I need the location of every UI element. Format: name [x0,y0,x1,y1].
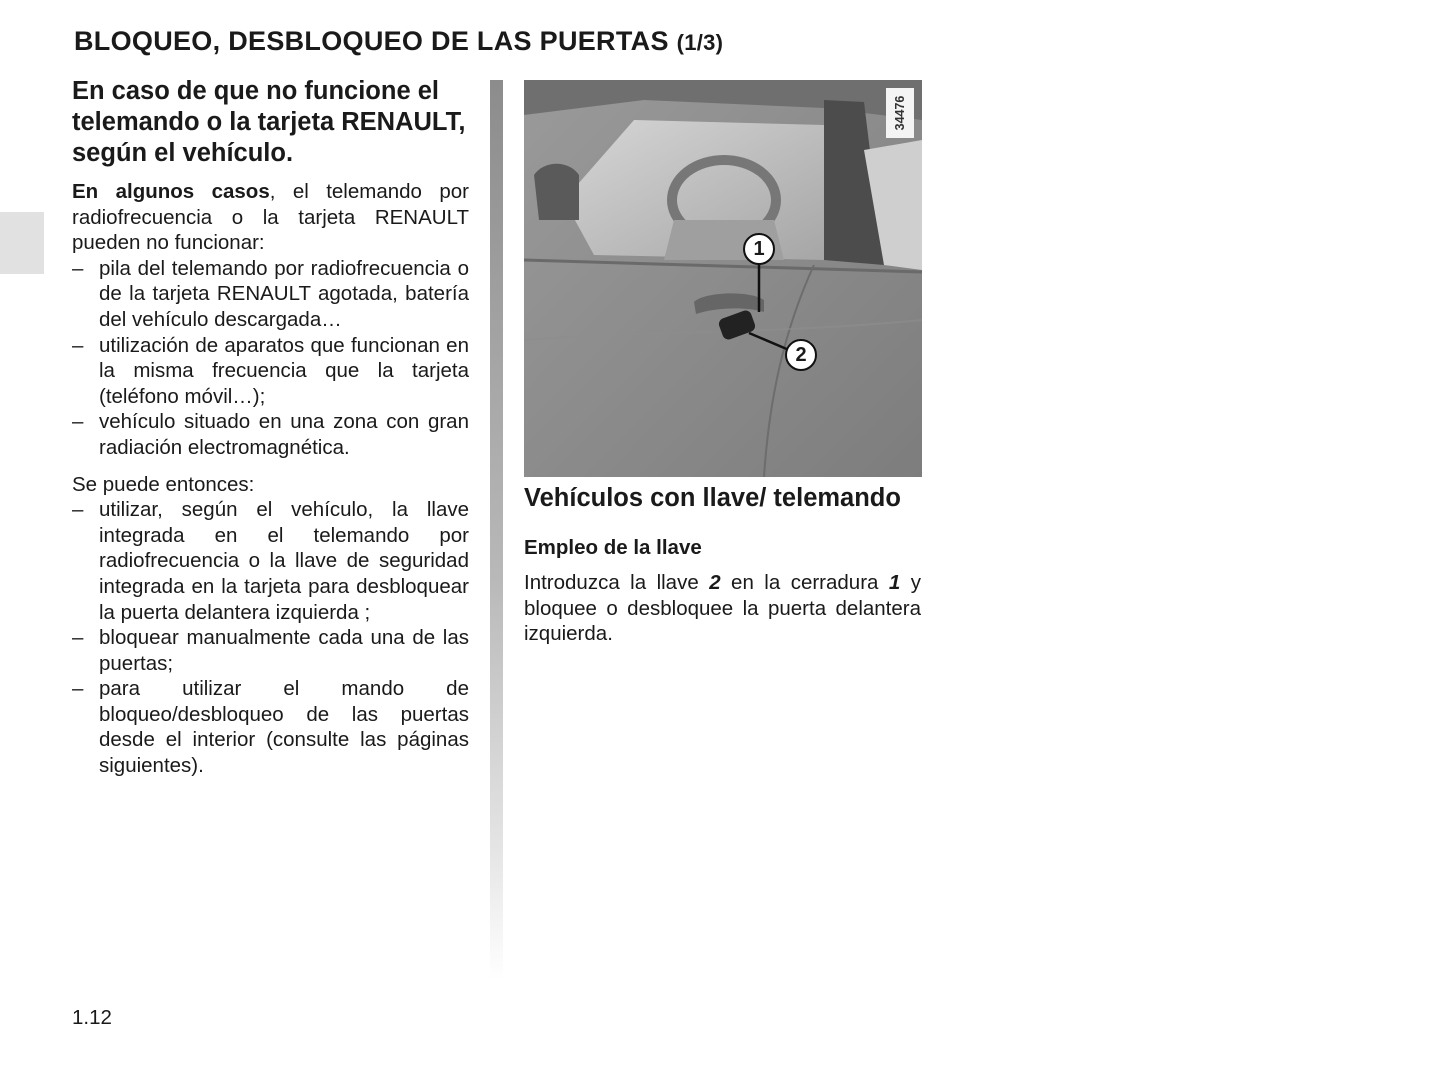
list-item: – utilización de aparatos que funcionan en la misma frecuencia que la tarjeta (teléfono móvil…); [72,333,469,410]
callout-2: 2 [785,339,817,371]
actions-list [72,497,469,779]
intro-bold: En algunos casos [72,180,270,203]
section-tab-marker [0,212,44,274]
intro-rest: , el telemando por radiofrecuencia o la tarjeta RENAULT pueden no funcionar: [72,180,469,255]
list-item: – para utilizar el mando de bloqueo/desbloqueo de las puertas desde el interior (consulte las páginas siguientes). [72,676,469,778]
section-heading-key: Vehículos con llave/ telemando [524,484,901,512]
key-ref: 2 [709,571,721,594]
page-number: 1.12 [72,1006,112,1029]
page-title-suffix: (1/3) [676,30,724,55]
car-door-drawing [524,80,922,477]
left-column [72,76,469,779]
then-paragraph: Se puede entonces: [72,472,255,496]
figure-reference-label [886,88,914,138]
callout-1: 1 [743,233,775,265]
lock-ref: 1 [888,571,901,594]
key-instructions [524,570,921,647]
page-title [74,26,723,57]
list-item: – bloquear manualmente cada una de las puertas; [72,625,469,676]
figure-reference-number: 34476 [893,95,907,131]
intro-paragraph [72,179,469,256]
column-divider [490,80,503,980]
car-door-illustration [524,80,922,477]
causes-list [72,256,469,461]
page-title-main: BLOQUEO, DESBLOQUEO DE LAS PUERTAS [74,26,669,56]
subheading-key-use: Empleo de la llave [524,536,702,559]
section-heading-malfunction: En caso de que no funcione el telemando o la tarjeta RENAULT, según el vehículo. [72,77,466,167]
list-item: – pila del telemando por radiofrecuencia o de la tarjeta RENAULT agotada, batería del vehículo descargada… [72,256,469,333]
text-fragment: Introduzca la llave [524,571,710,594]
list-item: – utilizar, según el vehículo, la llave integrada en el telemando por radiofrecuencia o la llave de seguridad integrada en la tarjeta para desbloquear la puerta delantera izquierda ; [72,497,469,625]
right-column [524,80,921,647]
list-item: – vehículo situado en una zona con gran radiación electromagnética. [72,409,469,460]
text-fragment: y bloquee o desbloquee la puerta delantera izquierda. [524,571,921,646]
text-fragment: en la cerradura [720,571,889,594]
